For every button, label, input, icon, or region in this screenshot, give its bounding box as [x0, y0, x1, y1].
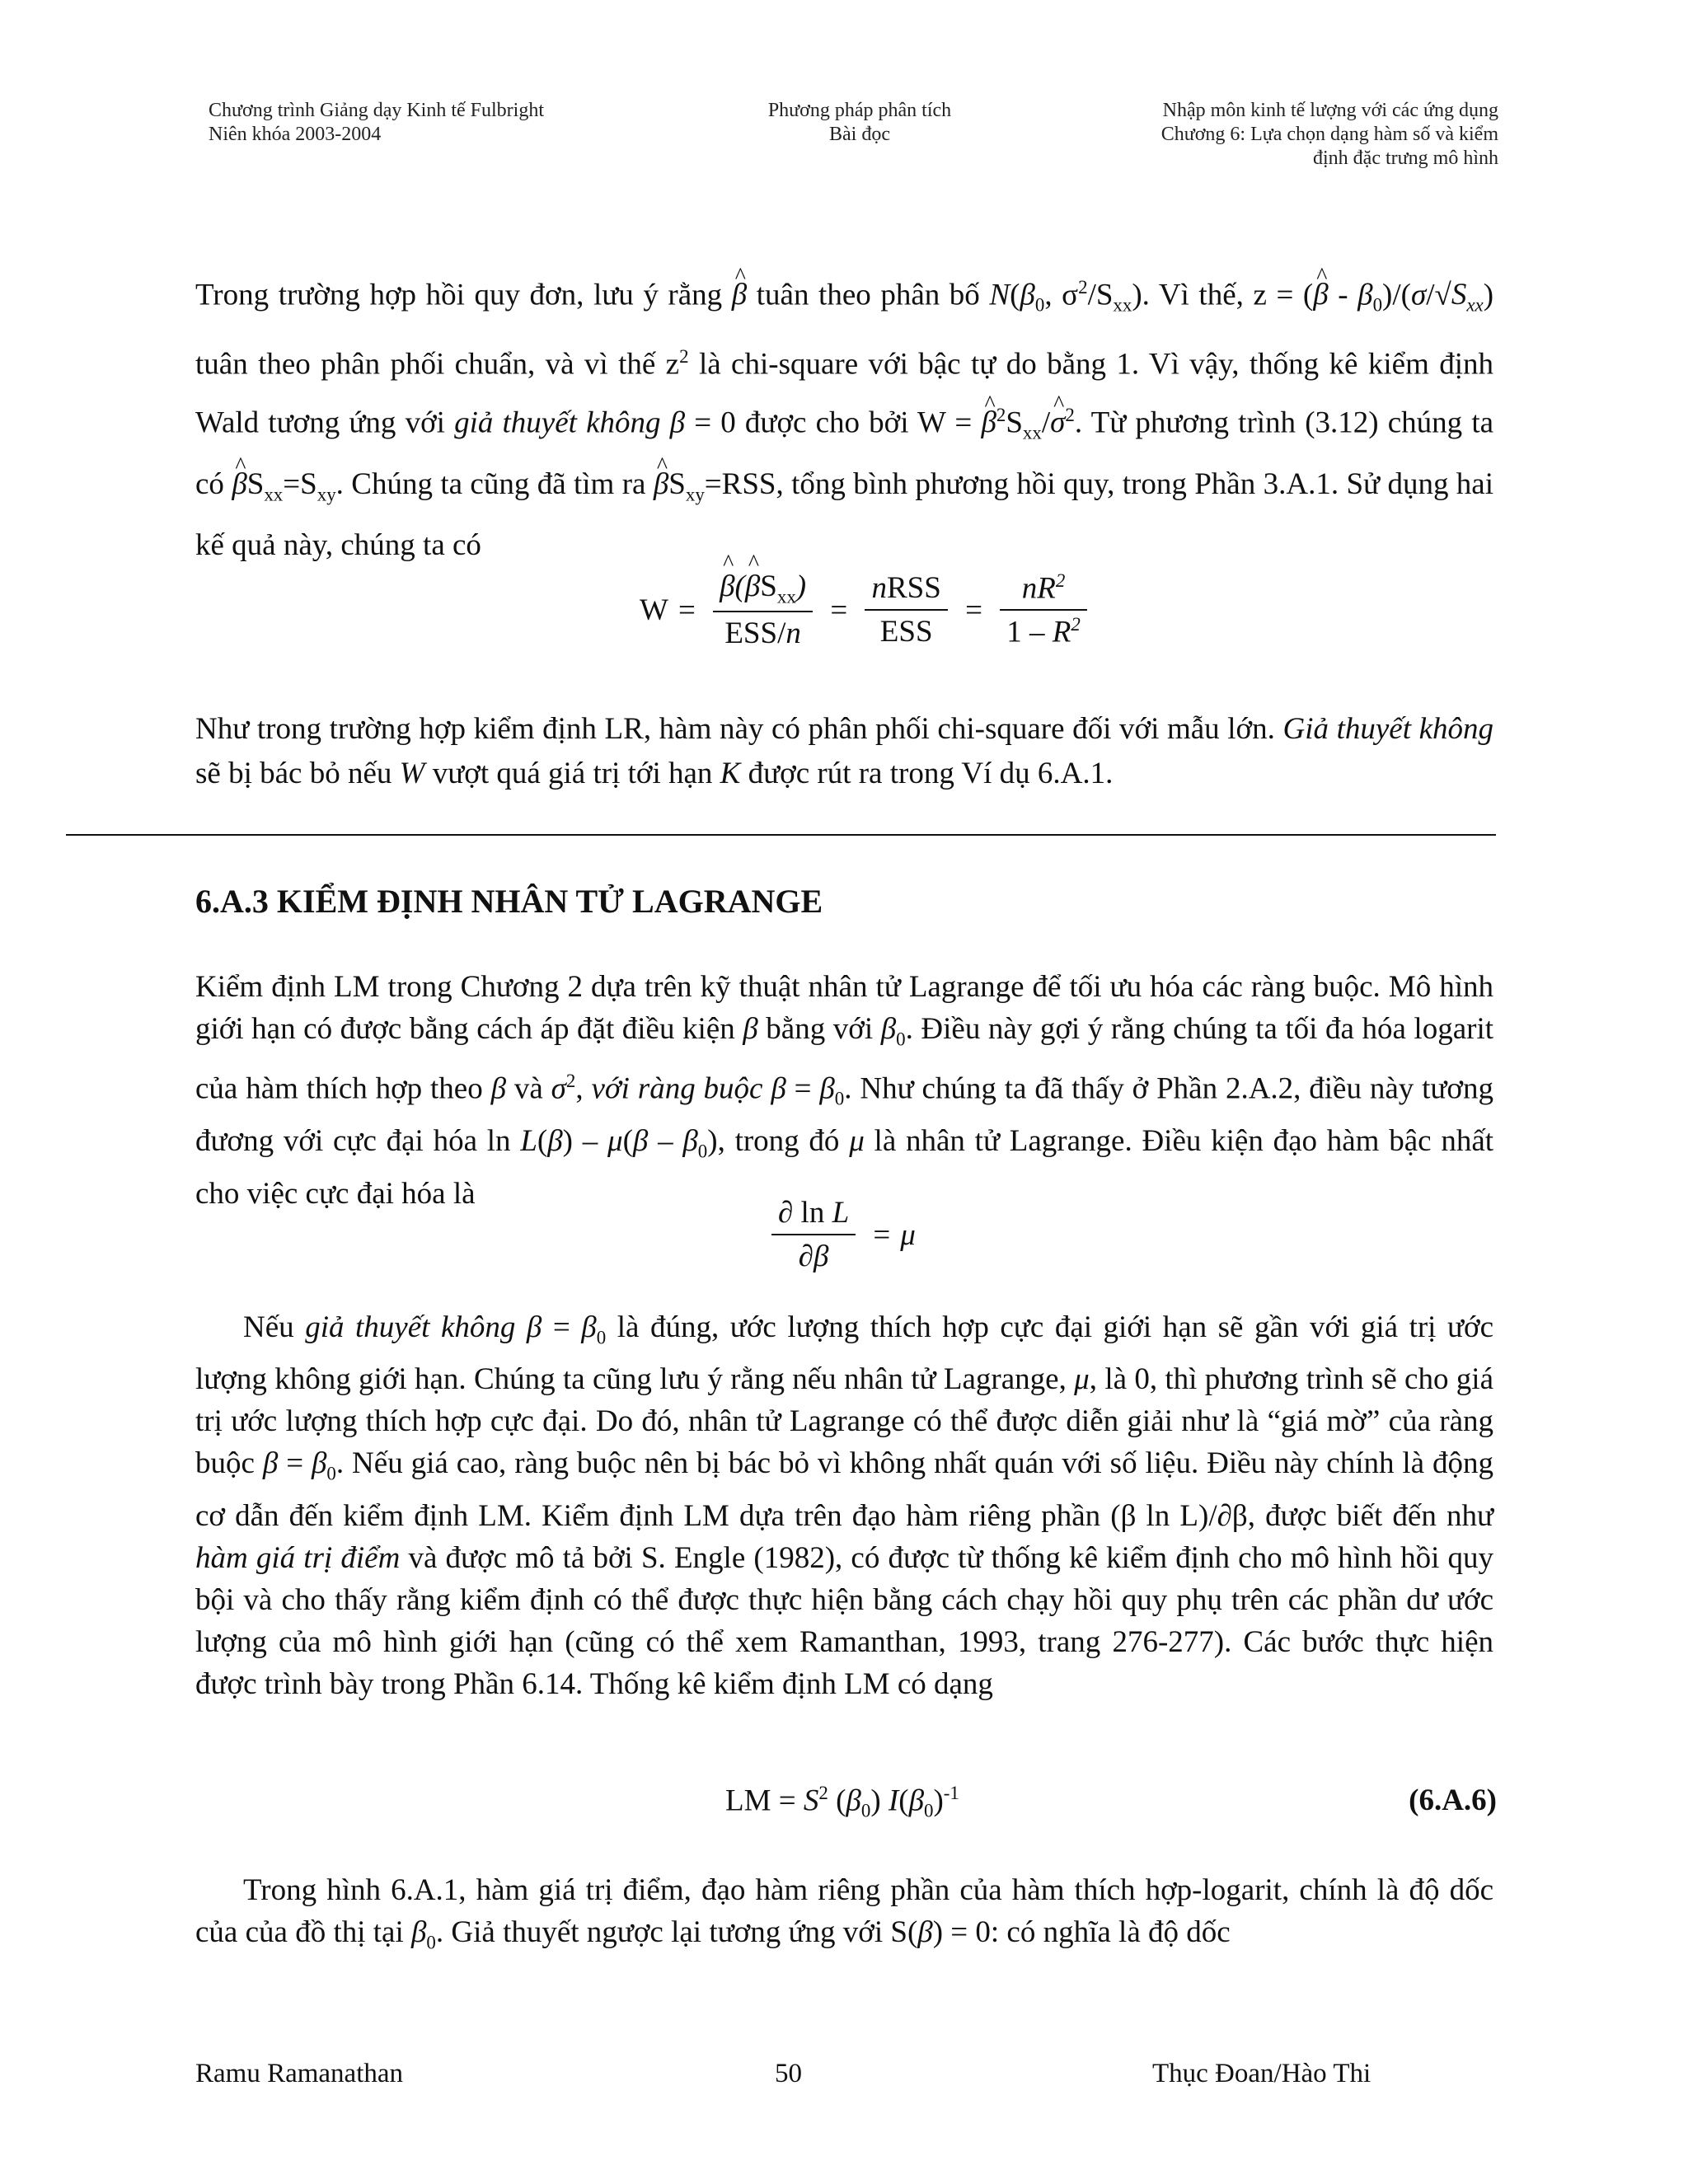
- header-middle: [736, 99, 983, 147]
- header-subject: Phương pháp phân tích: [767, 100, 952, 121]
- header-program: Chương trình Giảng dạy Kinh tế Fulbright: [209, 100, 545, 121]
- lm-intro-paragraph: Kiểm định LM trong Chương 2 dựa trên kỹ thuật nhân tử Lagrange để tối ưu hóa các ràng buộc. Mô hình giới hạn có được bằng cách áp đặt điều kiện β bằng với $\beta_0$. Điều này gợi ý rằng chúng ta tối đa hóa logarit của hàm thích hợp theo β và $\sigma^2$, với ràng buộc $\beta = \beta_0$. Như chúng ta đã thấy ở Phần 2.A.2, điều này tương đương với cực đại hóa $\ln L(\beta) - \mu(\beta - \beta_0)$, trong đó μ là nhân tử Lagrange. Điều kiện đạo hàm bậc nhất cho việc cực đại hóa là: [195, 970, 1494, 1211]
- score-paragraph: Trong hình 6.A.1, hàm giá trị điểm, đạo hàm riêng phần của hàm thích hợp-logarit, chính là độ dốc của của đồ thị tại $\beta_0$. Giả thuyết ngược lại tương ứng với S(β) = 0: có nghĩa là độ dốc: [195, 1873, 1493, 1953]
- header-chapter-cont: định đặc trưng mô hình: [1313, 148, 1498, 169]
- page-number: 50: [775, 2059, 802, 2088]
- header-year: Niên khóa 2003-2004: [209, 124, 382, 145]
- lm-explanation-paragraph: Nếu giả thuyết không $\beta = \beta_0$ là đúng, ước lượng thích hợp cực đại giới hạn sẽ gần với giá trị ước lượng không giới hạn. Chúng ta cũng lưu ý rằng nếu nhân tử Lagrange, μ, là 0, thì phương trình sẽ cho giá trị ước lượng thích hợp cực đại. Do đó, nhân tử Lagrange có thể được diễn giải như là “giá mờ” của ràng buộc $\beta = \beta_0$. Nếu giá cao, ràng buộc nên bị bác bỏ vì không nhất quán với số liệu. Điều này chính là động cơ dẫn đến kiểm định LM. Kiểm định LM dựa trên đạo hàm riêng phần (β ln L)/∂β, được biết đến như hàm giá trị điểm và được mô tả bởi S. Engle (1982), có được từ thống kê kiểm định cho mô hình hồi quy bội và cho thấy rằng kiểm định có thể được thực hiện bằng cách chạy hồi quy phụ trên các phần dư ước lượng của mô hình giới hạn (cũng có thể xem Ramanthan, 1993, trang 276-277). Các bước thực hiện được trình bày trong Phần 6.14. Thống kê kiểm định LM có dạng: [195, 1310, 1494, 1701]
- wald-paragraph: Trong trường hợp hồi quy đơn, lưu ý rằng ^ β tuân theo phân bố $N(\beta_0$, $\sigma^2/S_{xx}$). Vì thế, z = (^ β - $\beta_0)/(\sigma/√S_{xx})$ tuân theo phân phối chuẩn, và vì thế $z^2$ là chi-square với bậc tự do bằng 1. Vì vậy, thống kê kiểm định Wald tương ứng với giả thuyết không β = 0 được cho bởi W = ^ $\beta^2S_{xx}/\^{}$ $\sigma^2$. Từ phương trình (3.12) chúng ta có ^ $\beta S_{xx}=S_{xy}$. Chúng ta cũng đã tìm ra ^ $\beta S_{xy}=RSS$, tổng bình phương hồi quy, trong Phần 3.A.1. Sử dụng hai kế quả này, chúng ta có: [195, 262, 1493, 571]
- wald-equation: W = ^ $\frac{\beta(\^{} \beta S_{xx})}{\text{ESS/n}}$ = $\frac{\text{nRSS}}{\text{ESS}}$ = $\frac{nR^2}{1 - R^2}$: [635, 569, 1092, 651]
- lm-equation: LM = $S^2$ $(\beta_0)$ $I(\beta_0)^{-1}$: [725, 1783, 959, 1821]
- footer-author: Ramu Ramanathan: [195, 2059, 404, 2088]
- wald-conclusion: Như trong trường hợp kiểm định LR, hàm này có phân phối chi-square đối với mẫu lớn. Giả thuyết không sẽ bị bác bỏ nếu W vượt quá giá trị tới hạn K được rút ra trong Ví dụ 6.A.1.: [195, 712, 1494, 790]
- header-type: Bài đọc: [829, 124, 890, 145]
- first-order-condition: $\frac{\text{∂ ln L}}{\partial\beta}$ = μ: [767, 1195, 921, 1274]
- header-chapter: Chương 6: Lựa chọn dạng hàm số và kiểm: [1160, 124, 1498, 145]
- header-left: [209, 99, 544, 147]
- section-divider: [66, 834, 1496, 836]
- equation-number: (6.A.6): [1409, 1783, 1497, 1817]
- header-book: Nhập môn kinh tế lượng với các ứng dụng: [1162, 100, 1498, 121]
- section-heading: 6.A.3 KIỂM ĐỊNH NHÂN TỬ LAGRANGE: [195, 883, 823, 920]
- footer-translators: Thục Đoan/Hào Thi: [1152, 2059, 1372, 2088]
- header-right: [1004, 99, 1498, 171]
